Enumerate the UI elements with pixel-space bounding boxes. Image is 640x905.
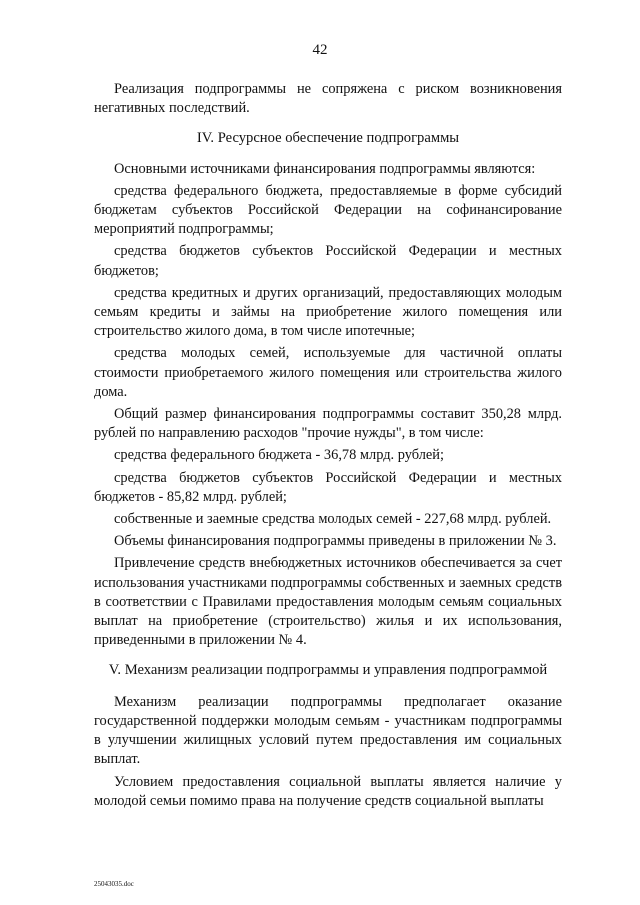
paragraph: средства федерального бюджета - 36,78 млрд. рублей;	[114, 447, 444, 464]
paragraph: Привлечение средств внебюджетных источников обеспечивается за счет использования участниками подпрограммы собственных и заемных средств в соответствии с Правилами предоставления молодым семьям социальных выплат на приобретение (строительство) жилья и их использования, приведенными в приложении № 4.	[94, 555, 562, 649]
file-name-footer: 25043035.doc	[94, 880, 134, 888]
paragraph: средства кредитных и других организаций, предоставляющих молодым семьям кредиты и займы на приобретение жилого помещения или строительство жилого дома, в том числе ипотечные;	[94, 284, 562, 340]
paragraph: Основными источниками финансирования подпрограммы являются:	[114, 160, 536, 177]
section-heading: V. Механизм реализации подпрограммы и управления подпрограммой	[108, 662, 548, 679]
paragraph: Реализация подпрограммы не сопряжена с риском возникновения негативных последствий.	[94, 81, 562, 117]
paragraph: Механизм реализации подпрограммы предполагает оказание государственной поддержки молодым семьям - участникам подпрограммы в улучшении жилищных условий путем предоставления им социальных выплат.	[94, 693, 562, 768]
paragraph: Общий размер финансирования подпрограммы составит 350,28 млрд. рублей по направлению расходов "прочие нужды", в том числе:	[94, 406, 562, 442]
section-heading: IV. Ресурсное обеспечение подпрограммы	[196, 130, 460, 147]
document-body	[94, 80, 562, 814]
paragraph: собственные и заемные средства молодых семей - 227,68 млрд. рублей.	[114, 511, 552, 528]
paragraph: средства бюджетов субъектов Российской Федерации и местных бюджетов;	[94, 243, 562, 279]
paragraph: средства молодых семей, используемые для частичной оплаты стоимости приобретаемого жилого помещения или строительства жилого дома.	[94, 345, 562, 400]
paragraph: средства федерального бюджета, предоставляемые в форме субсидий бюджетам субъектов Российской Федерации на софинансирование мероприятий подпрограммы;	[94, 182, 562, 238]
page-number: 42	[312, 42, 328, 58]
paragraph: средства бюджетов субъектов Российской Федерации и местных бюджетов - 85,82 млрд. рублей;	[94, 469, 562, 505]
paragraph: Объемы финансирования подпрограммы приведены в приложении № 3.	[114, 533, 557, 550]
paragraph: Условием предоставления социальной выплаты является наличие у молодой семьи помимо права на получение средств социальной выплаты	[94, 773, 562, 809]
